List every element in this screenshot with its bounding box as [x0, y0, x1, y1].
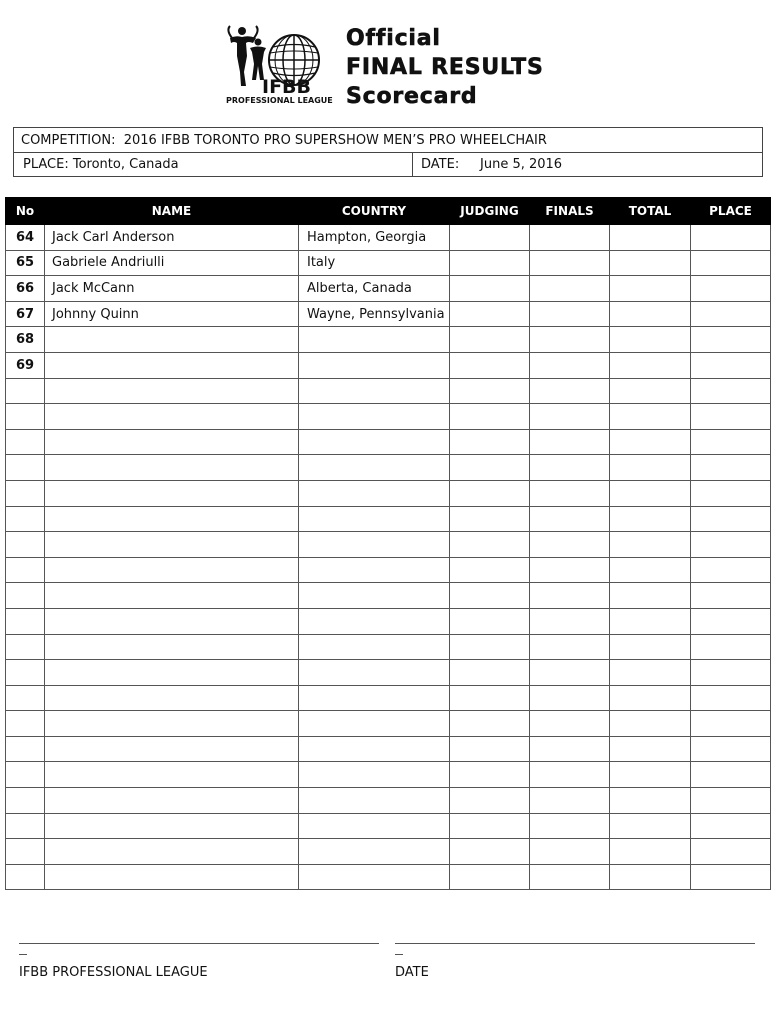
table-row — [6, 711, 771, 737]
cell-country — [299, 532, 450, 558]
cell-finals — [530, 327, 610, 353]
cell-name — [45, 455, 299, 481]
table-row — [6, 327, 771, 353]
cell-total — [610, 634, 691, 660]
header-judging: JUDGING — [450, 198, 530, 225]
cell-country — [299, 352, 450, 378]
cell-no — [6, 583, 45, 609]
cell-place — [691, 455, 771, 481]
results-table — [5, 197, 771, 890]
cell-finals — [530, 480, 610, 506]
cell-name — [45, 608, 299, 634]
table-row — [6, 557, 771, 583]
cell-name — [45, 532, 299, 558]
cell-place — [691, 225, 771, 251]
table-row — [6, 455, 771, 481]
cell-place — [691, 506, 771, 532]
table-row — [6, 788, 771, 814]
table-row — [6, 404, 771, 430]
cell-total — [610, 532, 691, 558]
cell-total — [610, 608, 691, 634]
place-label: PLACE: — [23, 157, 69, 172]
cell-no — [6, 864, 45, 890]
table-row — [6, 506, 771, 532]
cell-no: 66 — [6, 276, 45, 302]
header-country: COUNTRY — [299, 198, 450, 225]
cell-judging — [450, 736, 530, 762]
competition-info-box — [13, 127, 763, 177]
cell-no: 65 — [6, 250, 45, 276]
cell-no — [6, 788, 45, 814]
table-row — [6, 660, 771, 686]
results-body — [6, 225, 771, 890]
cell-judging — [450, 583, 530, 609]
table-row — [6, 276, 771, 302]
cell-name — [45, 480, 299, 506]
cell-name — [45, 429, 299, 455]
cell-finals — [530, 864, 610, 890]
cell-finals — [530, 608, 610, 634]
cell-total — [610, 378, 691, 404]
logo-text: IFBB — [262, 76, 312, 98]
cell-country — [299, 788, 450, 814]
cell-no — [6, 736, 45, 762]
cell-finals — [530, 250, 610, 276]
cell-total — [610, 480, 691, 506]
cell-name — [45, 506, 299, 532]
cell-country — [299, 685, 450, 711]
cell-finals — [530, 557, 610, 583]
cell-name — [45, 404, 299, 430]
cell-name — [45, 352, 299, 378]
place-cell — [14, 153, 413, 177]
cell-country — [299, 660, 450, 686]
table-row — [6, 480, 771, 506]
table-row — [6, 608, 771, 634]
cell-name: Jack Carl Anderson — [45, 225, 299, 251]
cell-name — [45, 685, 299, 711]
cell-country — [299, 506, 450, 532]
table-row — [6, 685, 771, 711]
cell-place — [691, 327, 771, 353]
cell-finals — [530, 813, 610, 839]
place-text — [23, 157, 179, 172]
cell-place — [691, 813, 771, 839]
cell-no — [6, 762, 45, 788]
cell-country — [299, 762, 450, 788]
cell-no — [6, 711, 45, 737]
cell-name — [45, 327, 299, 353]
cell-place — [691, 711, 771, 737]
cell-no — [6, 378, 45, 404]
cell-no: 69 — [6, 352, 45, 378]
date-label: DATE: — [421, 157, 460, 172]
logo-subtext: PROFESSIONAL LEAGUE — [226, 96, 333, 105]
cell-country — [299, 480, 450, 506]
cell-country — [299, 404, 450, 430]
cell-country: Wayne, Pennsylvania — [299, 301, 450, 327]
cell-country: Alberta, Canada — [299, 276, 450, 302]
cell-place — [691, 864, 771, 890]
document-title — [346, 24, 544, 111]
cell-place — [691, 634, 771, 660]
cell-place — [691, 660, 771, 686]
table-row — [6, 736, 771, 762]
cell-country — [299, 736, 450, 762]
table-row — [6, 813, 771, 839]
competition-row — [14, 128, 762, 153]
header-place: PLACE — [691, 198, 771, 225]
cell-country: Hampton, Georgia — [299, 225, 450, 251]
cell-country — [299, 634, 450, 660]
cell-no — [6, 506, 45, 532]
cell-country — [299, 608, 450, 634]
cell-total — [610, 429, 691, 455]
cell-finals — [530, 634, 610, 660]
cell-judging — [450, 455, 530, 481]
cell-finals — [530, 788, 610, 814]
cell-total — [610, 557, 691, 583]
cell-place — [691, 685, 771, 711]
cell-place — [691, 480, 771, 506]
cell-total — [610, 864, 691, 890]
cell-name — [45, 736, 299, 762]
table-row — [6, 301, 771, 327]
cell-no: 64 — [6, 225, 45, 251]
cell-no — [6, 634, 45, 660]
cell-country — [299, 557, 450, 583]
cell-finals — [530, 455, 610, 481]
table-row — [6, 352, 771, 378]
cell-total — [610, 506, 691, 532]
cell-finals — [530, 352, 610, 378]
table-row — [6, 762, 771, 788]
cell-judging — [450, 532, 530, 558]
cell-no — [6, 813, 45, 839]
cell-judging — [450, 225, 530, 251]
cell-total — [610, 301, 691, 327]
cell-judging — [450, 276, 530, 302]
cell-place — [691, 608, 771, 634]
cell-total — [610, 327, 691, 353]
cell-total — [610, 455, 691, 481]
cell-place — [691, 788, 771, 814]
cell-judging — [450, 429, 530, 455]
cell-country — [299, 378, 450, 404]
cell-name — [45, 864, 299, 890]
cell-finals — [530, 276, 610, 302]
cell-name — [45, 557, 299, 583]
header-finals: FINALS — [530, 198, 610, 225]
cell-finals — [530, 711, 610, 737]
cell-place — [691, 429, 771, 455]
table-row — [6, 250, 771, 276]
cell-place — [691, 557, 771, 583]
cell-judging — [450, 378, 530, 404]
cell-total — [610, 813, 691, 839]
cell-name — [45, 762, 299, 788]
cell-country: Italy — [299, 250, 450, 276]
cell-judging — [450, 788, 530, 814]
date-value: June 5, 2016 — [480, 157, 563, 172]
cell-place — [691, 532, 771, 558]
cell-country — [299, 711, 450, 737]
cell-place — [691, 404, 771, 430]
cell-country — [299, 327, 450, 353]
cell-finals — [530, 429, 610, 455]
cell-country — [299, 583, 450, 609]
cell-finals — [530, 660, 610, 686]
cell-name — [45, 788, 299, 814]
cell-judging — [450, 660, 530, 686]
cell-no — [6, 429, 45, 455]
cell-total — [610, 711, 691, 737]
cell-finals — [530, 839, 610, 865]
signature-label-left: IFBB PROFESSIONAL LEAGUE — [19, 965, 208, 980]
cell-no: 67 — [6, 301, 45, 327]
cell-finals — [530, 301, 610, 327]
cell-total — [610, 583, 691, 609]
cell-finals — [530, 532, 610, 558]
cell-name: Johnny Quinn — [45, 301, 299, 327]
cell-name — [45, 839, 299, 865]
cell-judging — [450, 557, 530, 583]
cell-country — [299, 813, 450, 839]
signature-line-left — [19, 943, 379, 944]
cell-name — [45, 378, 299, 404]
signature-label-right: DATE — [395, 965, 429, 980]
cell-name — [45, 711, 299, 737]
table-row — [6, 634, 771, 660]
cell-total — [610, 736, 691, 762]
date-cell — [413, 153, 762, 177]
cell-no — [6, 660, 45, 686]
cell-judging — [450, 839, 530, 865]
cell-judging — [450, 404, 530, 430]
table-row — [6, 378, 771, 404]
cell-place — [691, 352, 771, 378]
cell-place — [691, 301, 771, 327]
cell-judging — [450, 711, 530, 737]
header-name: NAME — [45, 198, 299, 225]
cell-judging — [450, 480, 530, 506]
cell-no — [6, 839, 45, 865]
cell-judging — [450, 608, 530, 634]
signature-mark-right — [395, 954, 403, 955]
cell-judging — [450, 250, 530, 276]
cell-place — [691, 762, 771, 788]
cell-no: 68 — [6, 327, 45, 353]
cell-judging — [450, 762, 530, 788]
cell-finals — [530, 583, 610, 609]
cell-finals — [530, 225, 610, 251]
cell-place — [691, 839, 771, 865]
title-line-2: FINAL RESULTS — [346, 55, 544, 80]
cell-place — [691, 583, 771, 609]
cell-no — [6, 480, 45, 506]
cell-no — [6, 557, 45, 583]
cell-no — [6, 685, 45, 711]
cell-total — [610, 788, 691, 814]
competition-value: 2016 IFBB TORONTO PRO SUPERSHOW MEN’S PRO WHEELCHAIR — [123, 133, 547, 148]
cell-finals — [530, 378, 610, 404]
cell-finals — [530, 404, 610, 430]
cell-name: Jack McCann — [45, 276, 299, 302]
cell-name — [45, 813, 299, 839]
header-no: No — [6, 198, 45, 225]
cell-judging — [450, 506, 530, 532]
cell-total — [610, 352, 691, 378]
cell-judging — [450, 352, 530, 378]
table-row — [6, 225, 771, 251]
cell-total — [610, 839, 691, 865]
table-row — [6, 839, 771, 865]
place-value: Toronto, Canada — [72, 157, 179, 172]
table-row — [6, 429, 771, 455]
cell-country — [299, 864, 450, 890]
cell-place — [691, 250, 771, 276]
cell-total — [610, 685, 691, 711]
cell-country — [299, 429, 450, 455]
cell-country — [299, 839, 450, 865]
table-row — [6, 583, 771, 609]
cell-judging — [450, 327, 530, 353]
cell-name — [45, 660, 299, 686]
cell-country — [299, 455, 450, 481]
competition-text — [21, 133, 547, 148]
cell-judging — [450, 864, 530, 890]
cell-total — [610, 225, 691, 251]
cell-judging — [450, 813, 530, 839]
competition-label: COMPETITION: — [21, 133, 116, 148]
cell-finals — [530, 762, 610, 788]
cell-judging — [450, 634, 530, 660]
title-line-3: Scorecard — [346, 84, 478, 109]
cell-finals — [530, 685, 610, 711]
cell-total — [610, 404, 691, 430]
header-total: TOTAL — [610, 198, 691, 225]
ifbb-logo — [222, 22, 336, 108]
table-row — [6, 864, 771, 890]
cell-judging — [450, 685, 530, 711]
cell-judging — [450, 301, 530, 327]
cell-finals — [530, 736, 610, 762]
cell-place — [691, 736, 771, 762]
cell-finals — [530, 506, 610, 532]
cell-no — [6, 532, 45, 558]
cell-place — [691, 276, 771, 302]
cell-name — [45, 583, 299, 609]
cell-total — [610, 250, 691, 276]
signature-mark-left — [19, 954, 27, 955]
signature-line-right — [395, 943, 755, 944]
cell-place — [691, 378, 771, 404]
cell-name — [45, 634, 299, 660]
table-row — [6, 532, 771, 558]
title-line-1: Official — [346, 26, 441, 51]
cell-total — [610, 276, 691, 302]
table-header-row — [6, 198, 771, 225]
cell-no — [6, 404, 45, 430]
cell-total — [610, 660, 691, 686]
cell-total — [610, 762, 691, 788]
cell-no — [6, 608, 45, 634]
cell-name: Gabriele Andriulli — [45, 250, 299, 276]
cell-no — [6, 455, 45, 481]
